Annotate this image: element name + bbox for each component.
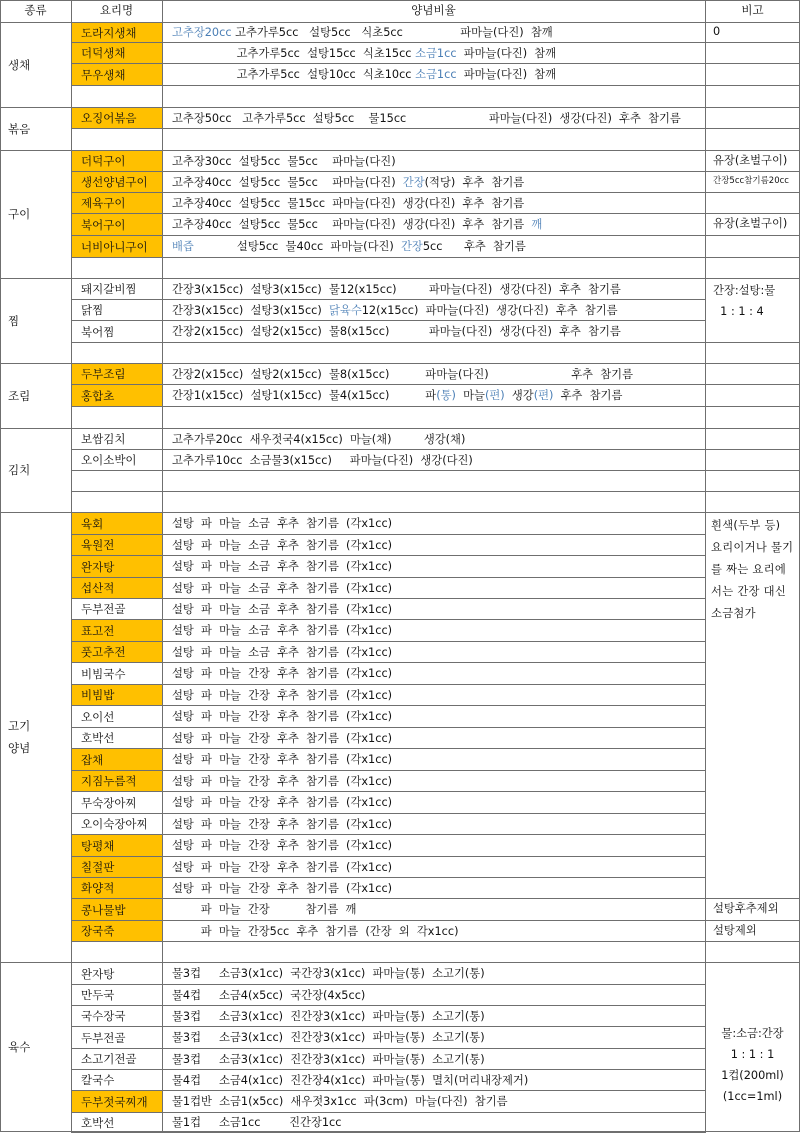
seasoning-ratio (163, 877, 705, 898)
seasoning-ratio (163, 1090, 705, 1112)
grid-line (71, 406, 800, 407)
ratio-text: (적당) 후추 참기름 (424, 175, 525, 189)
ratio-text: 간장2(x15cc) 설탕2(x15cc) 물8(x15cc) 파마늘(다진) 생강(다진) 후추 참기름 (172, 325, 621, 338)
seasoning-ratio (163, 512, 705, 534)
ratio-text: 설탕 파 마늘 소금 후추 참기름 (각x1cc) (172, 581, 393, 595)
seasoning-ratio (163, 598, 705, 619)
grid-line (71, 320, 706, 321)
seasoning-ratio (163, 449, 705, 470)
grid-line (705, 449, 800, 450)
seasoning-ratio (163, 534, 705, 555)
remark-gui1: 유장(초벌구이) (713, 154, 788, 167)
ratio-text: 설탕 파 마늘 간장 후추 참기름 (각x1cc) (172, 774, 393, 788)
seasoning-ratio (163, 727, 705, 748)
grid-line (71, 962, 800, 963)
grid-line (705, 406, 800, 407)
dish-name: 완자탕 (81, 966, 115, 981)
ratio-text: 간장1(x15cc) 설탕1(x15cc) 물4(x15cc) 파 (172, 389, 437, 402)
seasoning-ratio (163, 813, 705, 834)
header-remark: 비고 (741, 3, 764, 17)
seasoning-ratio (163, 384, 705, 406)
grid-line (705, 85, 800, 86)
grid-line (71, 920, 706, 921)
seasoning-ratio (163, 320, 705, 342)
grid-line (705, 171, 800, 172)
grid-line (71, 1090, 706, 1091)
seasoning-ratio (163, 791, 705, 813)
seasoning-ratio (163, 898, 705, 920)
dish-name: 오이선 (81, 709, 115, 724)
seasoning-ratio (163, 235, 705, 257)
category-label: 볶음 (8, 121, 31, 136)
remark-jang: 설탕제외 (713, 924, 757, 937)
seasoning-ratio (163, 63, 705, 85)
seasoning-ratio (163, 684, 705, 705)
header-dish: 요리명 (99, 3, 134, 17)
grid-line (71, 770, 706, 771)
grid-line (71, 491, 800, 492)
header-type: 종류 (24, 3, 47, 17)
grid-line (71, 363, 800, 364)
grid-line (71, 85, 800, 86)
seasoning-ratio (163, 42, 705, 63)
grid-line (71, 856, 706, 857)
seasoning-ratio (163, 577, 705, 598)
ratio-text: 설탕 파 마늘 간장 후추 참기름 (각x1cc) (172, 796, 393, 809)
grid-line (71, 22, 706, 23)
seasoning-ratio (163, 192, 705, 213)
grid-line (71, 1112, 706, 1113)
seasoning-ratio (163, 641, 705, 662)
grid-line (71, 1026, 706, 1027)
ratio-text: 설탕 파 마늘 간장 후추 참기름 (각x1cc) (172, 710, 393, 723)
dish-name: 호박선 (81, 1115, 115, 1130)
dish-name: 장국죽 (72, 921, 162, 941)
dish-name: 화양적 (72, 878, 162, 898)
ratio-text: 설탕 파 마늘 간장 후추 참기름 (각x1cc) (172, 688, 393, 702)
grid-line (71, 598, 706, 599)
ratio-text: 고추가루5cc 설탕15cc 식초15cc (172, 46, 416, 60)
dish-name: 오징어볶음 (72, 108, 162, 128)
dish-name: 오이소박이 (81, 453, 137, 467)
remark-r0: 0 (713, 25, 721, 38)
ratio-highlight-text: (편) (484, 389, 505, 402)
dish-name: 북어찜 (81, 324, 115, 339)
grid-line (705, 257, 800, 258)
dish-name: 두부전골 (81, 602, 126, 616)
ratio-text: 설탕 파 마늘 간장 후추 참기름 (각x1cc) (172, 860, 393, 874)
ratio-text: 고추장40cc 설탕5cc 물15cc 파마늘(다진) 생강(다진) 후추 참기름 (172, 196, 525, 210)
grid-line (71, 534, 706, 535)
ratio-text: 고추장40cc 설탕5cc 물5cc 파마늘(다진) 생강(다진) 후추 참기름 (172, 218, 532, 231)
grid-line (705, 192, 800, 193)
ratio-text: 고추장40cc 설탕5cc 물5cc 파마늘(다진) (172, 175, 403, 189)
seasoning-ratio (163, 962, 705, 984)
ratio-text: 파 마늘 간장5cc 후추 참기름 (간장 외 각x1cc) (172, 924, 459, 938)
seasoning-ratio (163, 213, 705, 235)
remark-yuksu: 물:소금:간장 1 : 1 : 1 1컵(200ml) (1cc=1ml) (721, 1027, 784, 1103)
grid-line (71, 898, 706, 899)
seasoning-ratio (163, 1069, 705, 1090)
remark-kong: 설탕후추제외 (713, 902, 779, 915)
ratio-text: 물4컵 소금4(x5cc) 국간장(4x5cc) (172, 988, 366, 1002)
ratio-text: 고추가루5cc 설탕5cc 식초5cc 파마늘(다진) 참깨 (235, 26, 553, 39)
ratio-text: 설탕 파 마늘 간장 후추 참기름 (각x1cc) (172, 753, 393, 766)
grid-line (71, 278, 800, 279)
grid-line (71, 1005, 706, 1006)
seasoning-ratio (163, 705, 705, 727)
seasoning-ratio (163, 22, 705, 42)
dish-name: 도라지생채 (72, 23, 162, 42)
dish-name: 섭산적 (72, 578, 162, 598)
ratio-text: 설탕 파 마늘 소금 후추 참기름 (각x1cc) (172, 538, 393, 552)
dish-name: 너비아니구이 (72, 236, 162, 257)
dish-name: 국수장국 (81, 1009, 126, 1023)
ratio-text: 물3컵 소금3(x1cc) 진간장3(x1cc) 파마늘(통) 소고기(통) (172, 1009, 485, 1023)
ratio-text: 물4컵 소금4(x1cc) 진간장4(x1cc) 파마늘(통) 멸치(머리내장제거) (172, 1073, 529, 1087)
grid-line (71, 171, 706, 172)
ratio-text: 설탕 파 마늘 간장 후추 참기름 (각x1cc) (172, 817, 393, 831)
grid-line (705, 235, 800, 236)
grid-line (71, 235, 706, 236)
ratio-text: 물3컵 소금3(x1cc) 진간장3(x1cc) 파마늘(통) 소고기(통) (172, 1052, 485, 1066)
dish-name: 완자탕 (72, 556, 162, 577)
ratio-text: 고추장30cc 설탕5cc 물5cc 파마늘(다진) (172, 154, 396, 168)
seasoning-ratio (163, 834, 705, 856)
dish-name: 오이숙장아찌 (81, 817, 148, 831)
ratio-text: 설탕 파 마늘 소금 후추 참기름 (각x1cc) (172, 560, 393, 573)
dish-name: 육원전 (72, 535, 162, 555)
grid-line (71, 877, 706, 878)
seasoning-ratio (163, 619, 705, 641)
ratio-text: 생강 (504, 389, 534, 402)
ratio-text: 설탕 파 마늘 간장 후추 참기름 (각x1cc) (172, 839, 393, 852)
ratio-text: 간장3(x15cc) 설탕3(x15cc) 물12(x15cc) 파마늘(다진) 생강(다진) 후추 참기름 (172, 282, 621, 296)
ratio-highlight-text: 소금1cc (415, 68, 457, 81)
seasoning-ratio (163, 107, 705, 128)
remark-gogi: 흰색(두부 등) 요리이거나 물기를 짜는 요리에서는 간장 대신 소금첨가 (711, 519, 794, 620)
ratio-highlight-text: 간장 (402, 175, 425, 189)
grid-line (71, 555, 706, 556)
ratio-text: 고추가루5cc 설탕10cc 식초10cc (172, 68, 416, 81)
ratio-text: 5cc 후추 참기름 (422, 240, 526, 253)
grid-line (71, 791, 706, 792)
dish-name: 생선양념구이 (72, 172, 162, 192)
ratio-highlight-text: 간장 (401, 240, 423, 253)
dish-name: 칠절판 (72, 857, 162, 877)
grid-line (0, 0, 800, 1)
ratio-text: 설탕5cc 물40cc 파마늘(다진) (193, 240, 401, 253)
ratio-text: 설탕 파 마늘 소금 후추 참기름 (각x1cc) (172, 645, 393, 659)
ratio-text: 설탕 파 마늘 소금 후추 참기름 (각x1cc) (172, 602, 393, 616)
dish-name: 비빔밥 (72, 685, 162, 705)
dish-name: 더덕생채 (72, 43, 162, 63)
ratio-text: 물3컵 소금3(x1cc) 진간장3(x1cc) 파마늘(통) 소고기(통) (172, 1031, 485, 1044)
grid-line (705, 213, 800, 214)
seasoning-ratio (163, 920, 705, 941)
grid-line (71, 813, 706, 814)
dish-name: 소고기전골 (81, 1052, 137, 1066)
ratio-text: 파마늘(다진) 참깨 (456, 68, 557, 81)
category-label: 생채 (8, 57, 31, 72)
seasoning-ratio (163, 1112, 705, 1132)
seasoning-ratio (163, 1026, 705, 1048)
dish-name: 더덕구이 (72, 151, 162, 171)
grid-line (705, 898, 800, 899)
dish-name: 두부조림 (72, 364, 162, 384)
grid-line (71, 512, 800, 513)
seasoning-ratio (163, 856, 705, 877)
dish-name: 콩나물밥 (72, 899, 162, 920)
grid-line (705, 384, 800, 385)
ratio-highlight-text: (통) (436, 389, 456, 402)
grid-line (71, 63, 706, 64)
ratio-text: 고추장50cc 고추가루5cc 설탕5cc 물15cc 파마늘(다진) 생강(다진) 후추 참기름 (172, 111, 681, 125)
ratio-text: 설탕 파 마늘 간장 후추 참기름 (각x1cc) (172, 881, 393, 895)
ratio-text: 마늘 (455, 389, 485, 402)
seasoning-ratio (163, 748, 705, 770)
ratio-text: 설탕 파 마늘 간장 후추 참기름 (각x1cc) (172, 731, 393, 745)
seasoning-ratio (163, 1005, 705, 1026)
ratio-text: 간장3(x15cc) 설탕3(x15cc) (172, 303, 329, 317)
ratio-text: 물3컵 소금3(x1cc) 국간장3(x1cc) 파마늘(통) 소고기(통) (172, 967, 485, 980)
dish-name: 제육구이 (72, 193, 162, 213)
grid-line (71, 449, 706, 450)
dish-name: 보쌈김치 (81, 432, 126, 446)
grid-line (705, 42, 800, 43)
grid-line (71, 727, 706, 728)
ratio-highlight-text: 깨 (531, 218, 543, 231)
category-label: 고기 양념 (8, 719, 31, 755)
dish-name: 탕평채 (72, 835, 162, 856)
dish-name: 호박선 (81, 731, 115, 745)
remark-gui2: 간장5cc참기름20cc (713, 176, 789, 186)
ratio-highlight-text: (편) (533, 389, 554, 402)
ratio-text: 설탕 파 마늘 소금 후추 참기름 (각x1cc) (172, 517, 393, 530)
grid-line (71, 150, 800, 151)
ratio-text: 고추가루20cc 새우젓국4(x15cc) 마늘(채) 생강(채) (172, 432, 466, 446)
grid-line (71, 1048, 706, 1049)
dish-name: 비빔국수 (81, 666, 126, 681)
grid-line (71, 213, 706, 214)
dish-name: 지짐누름적 (72, 771, 162, 791)
category-label: 조림 (8, 388, 31, 403)
dish-name: 두부전골 (81, 1030, 126, 1045)
ratio-text: 후추 참기름 (553, 389, 623, 402)
seasoning-ratio (163, 770, 705, 791)
remark-gui3: 유장(초벌구이) (713, 217, 788, 230)
ratio-text: 설탕 파 마늘 소금 후추 참기름 (각x1cc) (172, 624, 393, 637)
ratio-text: 설탕 파 마늘 간장 후추 참기름 (각x1cc) (172, 667, 393, 680)
seasoning-ratio (163, 363, 705, 384)
grid-line (71, 192, 706, 193)
grid-line (71, 1069, 706, 1070)
grid-line (71, 941, 800, 942)
dish-name: 육회 (72, 513, 162, 534)
seasoning-ratio (163, 278, 705, 299)
grid-line (71, 107, 800, 108)
seasoning-ratio (163, 171, 705, 192)
dish-name: 풋고추전 (72, 642, 162, 662)
dish-name: 돼지갈비찜 (81, 282, 137, 296)
ratio-text: 고추가루10cc 소금물3(x15cc) 파마늘(다진) 생강(다진) (172, 453, 473, 467)
ratio-highlight-text: 소금1cc (415, 46, 457, 60)
dish-name: 무숙장아찌 (81, 795, 137, 810)
ratio-text: 파 마늘 간장 참기름 깨 (172, 903, 357, 916)
header-ratio: 양념비율 (411, 3, 456, 17)
grid-line (71, 619, 706, 620)
grid-line (705, 63, 800, 64)
grid-line (71, 299, 706, 300)
dish-name: 홍합초 (72, 385, 162, 406)
seasoning-ratio (163, 555, 705, 577)
grid-line (71, 705, 706, 706)
grid-line (705, 920, 800, 921)
grid-line (71, 257, 800, 258)
seasoning-ratio (163, 1048, 705, 1069)
grid-line (71, 428, 800, 429)
grid-line (71, 748, 706, 749)
grid-line (71, 384, 706, 385)
grid-line (71, 577, 706, 578)
ratio-text: 파마늘(다진) 참깨 (456, 46, 557, 60)
seasoning-ratio (163, 150, 705, 171)
dish-name: 표고전 (72, 620, 162, 641)
seasoning-ratio (163, 984, 705, 1005)
ratio-highlight-text: 고추장20cc (172, 26, 236, 39)
seasoning-ratio (163, 299, 705, 320)
grid-line (71, 984, 706, 985)
category-label: 김치 (8, 463, 31, 477)
ratio-highlight-text: 배즙 (172, 240, 194, 253)
ratio-text: 물1컵 소금1cc 진간장1cc (172, 1116, 342, 1129)
grid-line (71, 641, 706, 642)
grid-line (71, 128, 800, 129)
grid-line (71, 834, 706, 835)
grid-line (705, 128, 800, 129)
grid-line (71, 342, 800, 343)
category-label: 찜 (8, 313, 20, 328)
grid-line (71, 470, 800, 471)
dish-name: 만두국 (81, 988, 115, 1002)
dish-name: 두부젓국찌개 (72, 1091, 162, 1112)
dish-name: 잡채 (72, 749, 162, 770)
category-label: 육수 (8, 1040, 31, 1054)
dish-name: 북어구이 (72, 214, 162, 235)
ratio-text: 간장2(x15cc) 설탕2(x15cc) 물8(x15cc) 파마늘(다진) 후추 참기름 (172, 367, 634, 381)
grid-line (71, 662, 706, 663)
dish-name: 닭찜 (81, 303, 104, 317)
remark-jjim: 간장:설탕:물 1 : 1 : 4 (713, 284, 776, 318)
seasoning-ratio (163, 428, 705, 449)
seasoning-ratio (163, 662, 705, 684)
category-label: 구이 (8, 207, 31, 221)
grid-line (705, 941, 800, 942)
ratio-text: 물1컵반 소금1(x5cc) 새우젓3x1cc 파(3cm) 마늘(다진) 참기름 (172, 1095, 508, 1108)
dish-name: 칼국수 (81, 1073, 115, 1087)
dish-name: 무우생채 (72, 64, 162, 85)
grid-line (705, 470, 800, 471)
grid-line (71, 42, 706, 43)
ratio-highlight-text: 닭육수 (329, 303, 362, 317)
ratio-text: 12(x15cc) 파마늘(다진) 생강(다진) 후추 참기름 (361, 303, 618, 317)
grid-line (71, 684, 706, 685)
